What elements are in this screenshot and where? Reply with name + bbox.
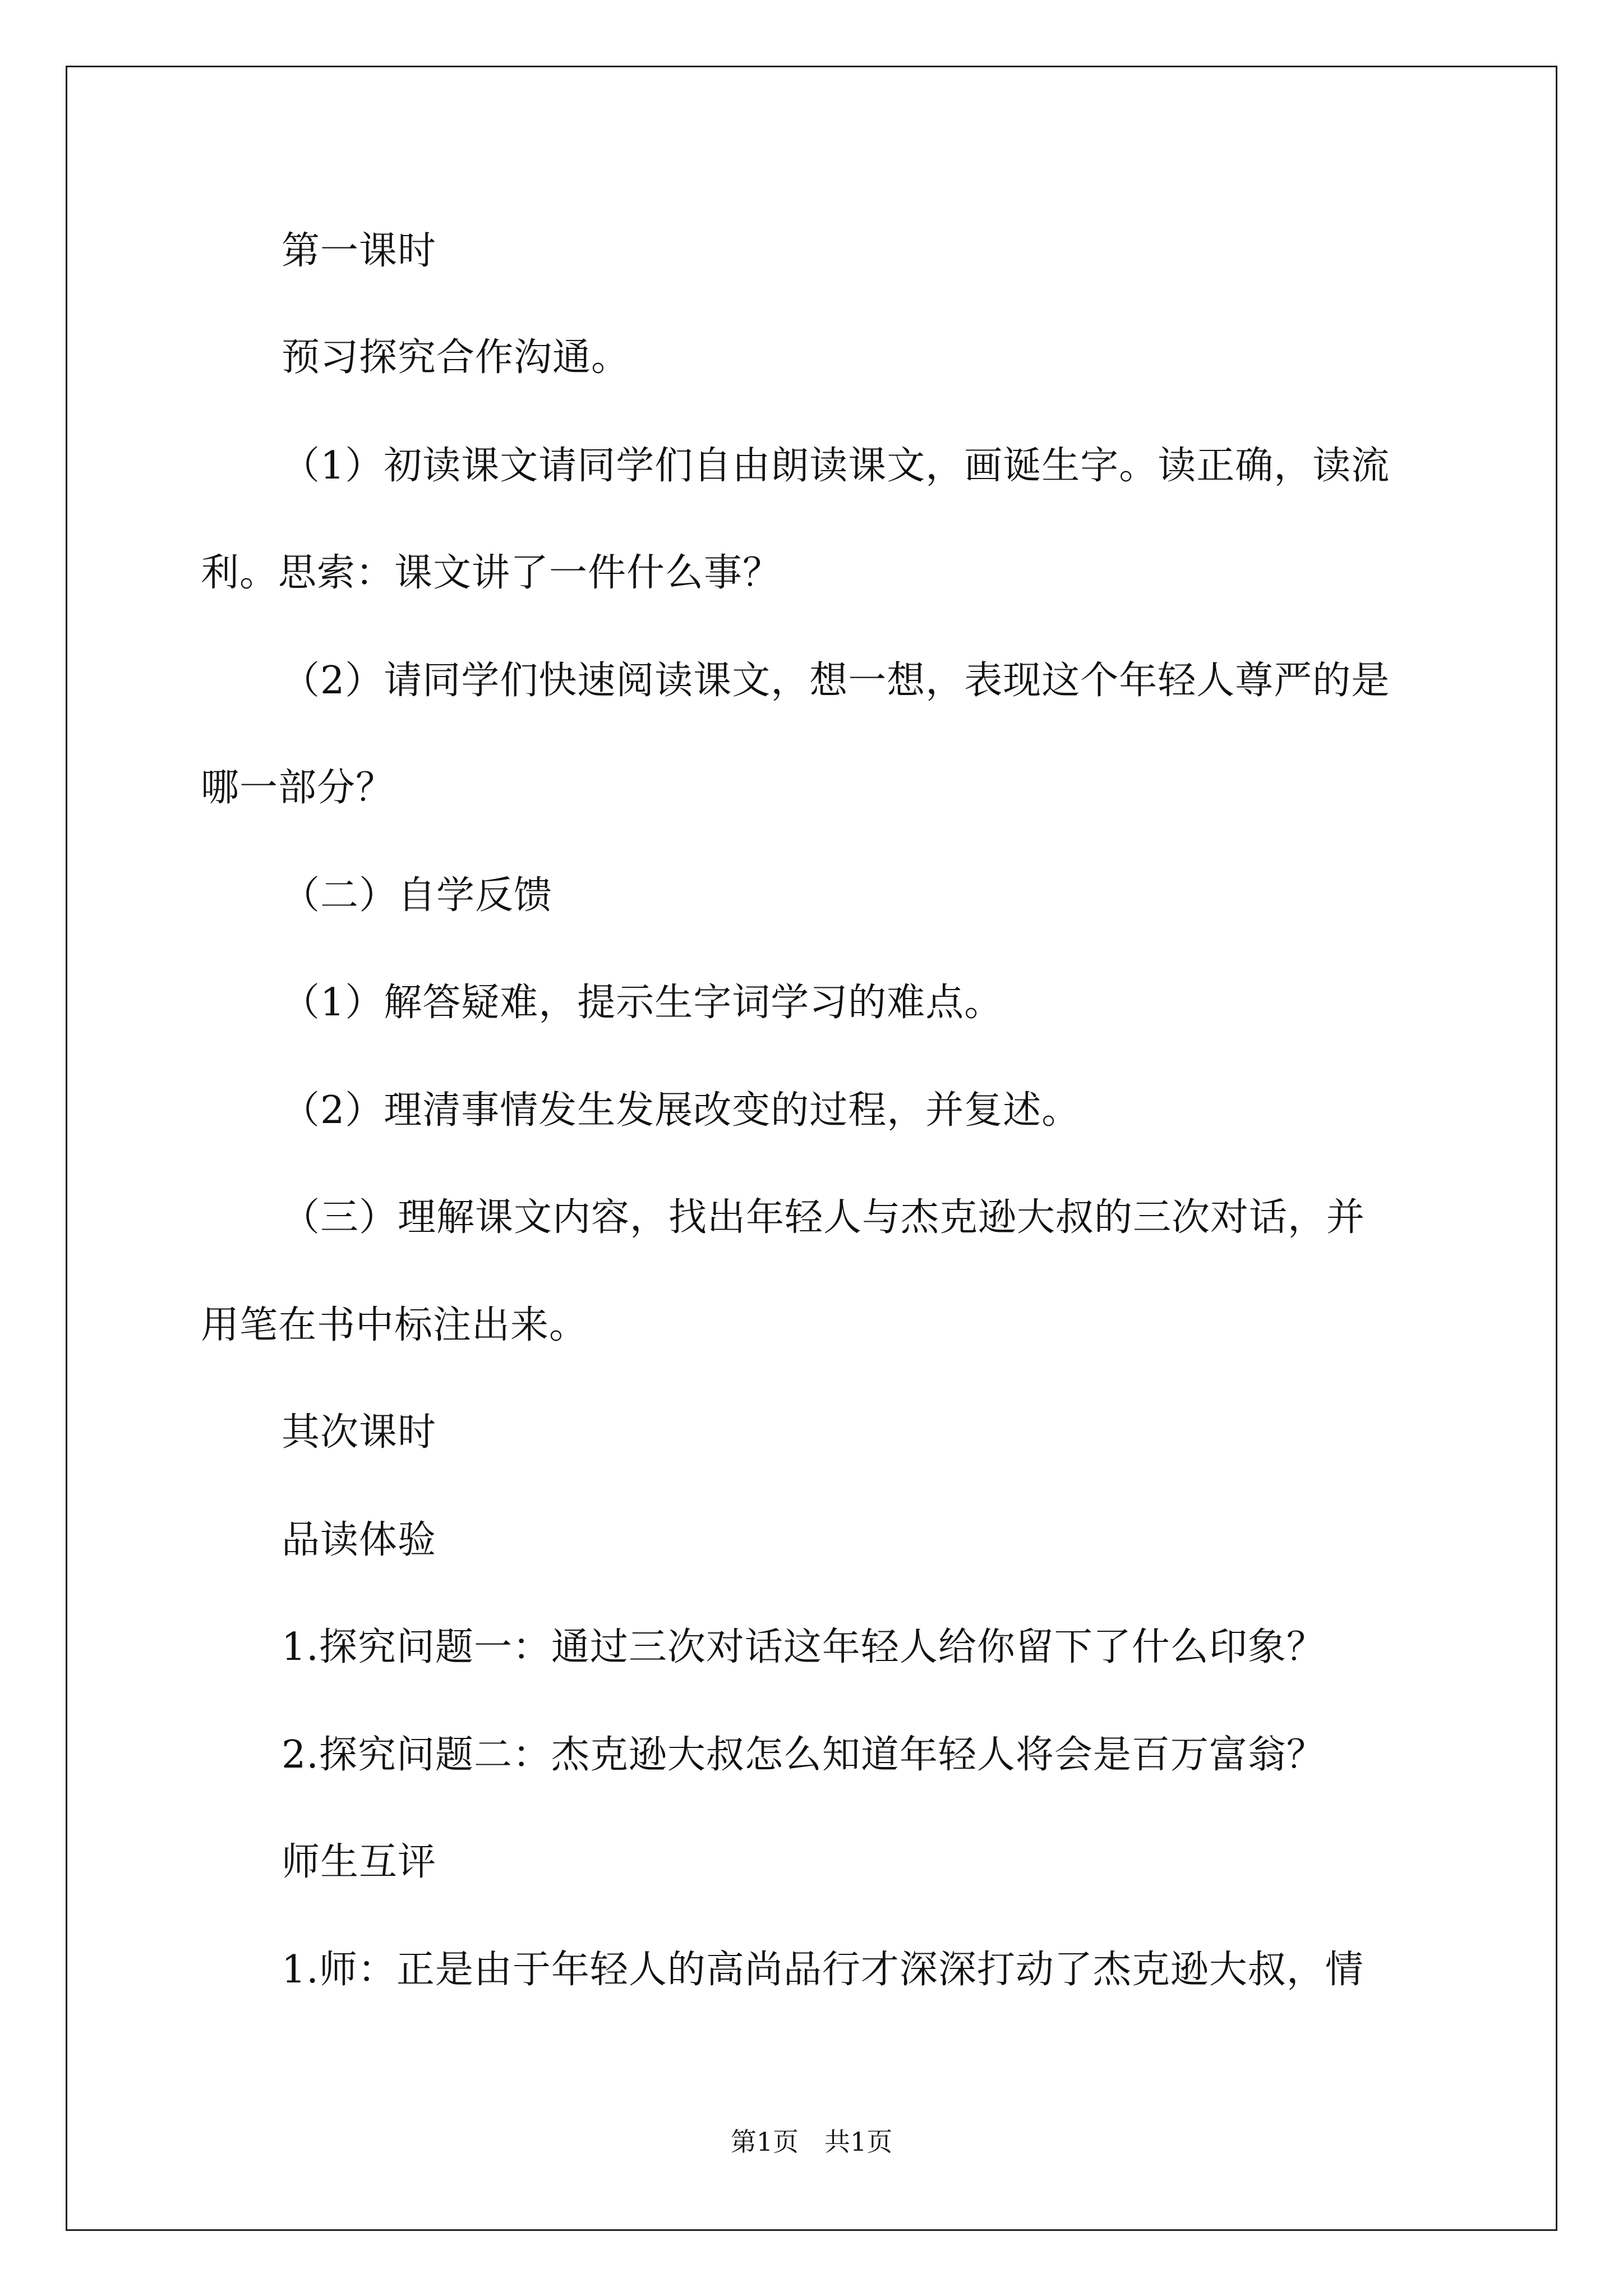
page-number-footer: 第1页 共1页 <box>730 2127 893 2157</box>
paragraph-line: （二）自学反馈 <box>282 873 553 918</box>
paragraph-line: （1）解答疑难，提示生字词学习的难点。 <box>282 981 1003 1025</box>
paragraph-line: （1）初读课文请同学们自由朗读课文，画诞生字。读正确，读流 <box>282 444 1390 488</box>
section-heading-lesson-2: 其次课时 <box>282 1410 437 1455</box>
paragraph-line: 1.探究问题一：通过三次对话这年轻人给你留下了什么印象？ <box>282 1625 1325 1669</box>
paragraph-line: 2.探究问题二：杰克逊大叔怎么知道年轻人将会是百万富翁？ <box>282 1733 1325 1777</box>
paragraph-line: （三）理解课文内容，找出年轻人与杰克逊大叔的三次对话，并 <box>282 1195 1366 1240</box>
paragraph-line: 预习探究合作沟通。 <box>282 335 630 380</box>
paragraph-line: （2）请同学们快速阅读课文，想一想，表现这个年轻人尊严的是 <box>282 659 1390 703</box>
section-heading-lesson-1: 第一课时 <box>282 229 437 273</box>
subsection-heading: 师生互评 <box>282 1840 437 1884</box>
paragraph-line: 1.师：正是由于年轻人的高尚品行才深深打动了杰克逊大叔，情 <box>282 1948 1364 1992</box>
paragraph-line: 用笔在书中标注出来。 <box>201 1303 588 1347</box>
subsection-heading: 品读体验 <box>282 1518 437 1562</box>
paragraph-line: 利。思索：课文讲了一件什么事？ <box>201 551 782 595</box>
page-border <box>66 66 1557 2231</box>
paragraph-line: （2）理清事情发生发展改变的过程，并复述。 <box>282 1088 1081 1133</box>
paragraph-line: 哪一部分？ <box>201 766 395 810</box>
